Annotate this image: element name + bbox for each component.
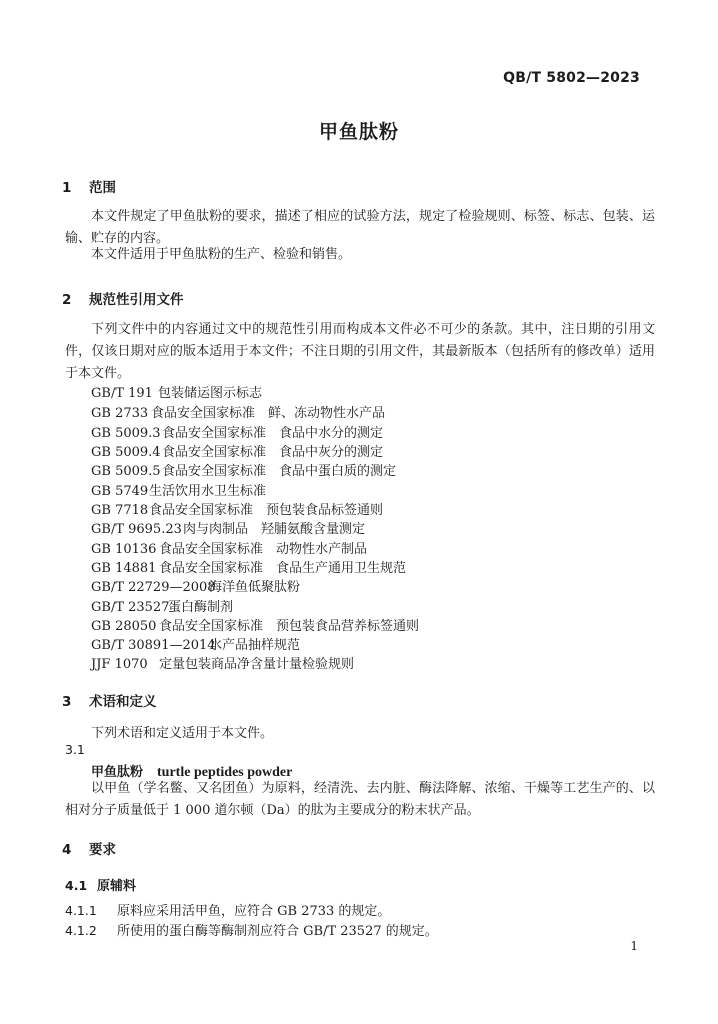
- reference-code: GB 5009.5: [91, 464, 161, 479]
- reference-title: 食品安全国家标准 预包装食品标签通则: [149, 503, 384, 518]
- reference-code: GB 28050: [91, 619, 157, 634]
- requirement-number: 4.1.1: [65, 903, 97, 918]
- requirement-text: 原料应采用活甲鱼，应符合 GB 2733 的规定。: [117, 904, 391, 919]
- reference-code: GB 14881: [91, 561, 157, 576]
- reference-title: 生活饮用水卫生标准: [149, 484, 267, 499]
- section-heading-terms: [62, 690, 157, 710]
- section-number: 1: [62, 180, 72, 196]
- reference-code: GB 5009.3: [91, 426, 161, 441]
- term-definition: 以甲鱼（学名鳖、又名团鱼）为原料，经清洗、去内脏、酶法降解、浓缩、干燥等工艺生产的、以相对分子质量低于 1 000 道尔顿（Da）的肽为主要成分的粉末状产品。: [65, 781, 655, 818]
- section-number: 2: [62, 292, 72, 308]
- reference-code: GB/T 22729—2008: [91, 580, 216, 595]
- scope-paragraph-2: 本文件适用于甲鱼肽粉的生产、检验和销售。: [91, 247, 352, 262]
- reference-code: GB 2733: [91, 406, 149, 421]
- reference-title: 食品安全国家标准 预包装食品营养标签通则: [159, 619, 420, 634]
- reference-code: GB 10136: [91, 542, 157, 557]
- reference-item: [91, 460, 396, 479]
- requirement-item: [65, 900, 390, 919]
- section-heading-requirements: [62, 838, 116, 858]
- reference-title: 食品安全国家标准 食品中蛋白质的测定: [162, 464, 397, 479]
- reference-item: [91, 441, 383, 460]
- term-english: turtle peptides powder: [157, 765, 293, 780]
- terms-intro: 下列术语和定义适用于本文件。: [91, 726, 274, 741]
- reference-code: JJF 1070: [91, 657, 148, 672]
- reference-title: 蛋白酶制剂: [168, 600, 234, 615]
- reference-item: [91, 402, 385, 421]
- section-title: 范围: [89, 180, 116, 196]
- reference-item: [91, 499, 383, 518]
- reference-item: [91, 596, 233, 615]
- section-heading-normative: [62, 288, 184, 308]
- reference-title: 包装储运图示标志: [158, 386, 263, 401]
- reference-item: [91, 518, 365, 537]
- reference-item: [91, 615, 419, 634]
- reference-item: [91, 382, 262, 401]
- reference-code: GB 7718: [91, 503, 149, 518]
- subsection-title: 原辅料: [97, 879, 137, 894]
- requirement-item: [65, 920, 438, 939]
- reference-item: [91, 538, 367, 557]
- section-title: 规范性引用文件: [89, 292, 184, 308]
- reference-code: GB/T 191: [91, 386, 153, 401]
- reference-item: [91, 480, 266, 499]
- scope-paragraph-1: 本文件规定了甲鱼肽粉的要求，描述了相应的试验方法，规定了检验规则、标签、标志、包装、运输、贮存的内容。: [65, 209, 655, 246]
- reference-title: 定量包装商品净含量计量检验规则: [159, 657, 355, 672]
- reference-title: 食品安全国家标准 鲜、冻动物性水产品: [151, 406, 386, 421]
- reference-title: 食品安全国家标准 食品中灰分的测定: [162, 445, 384, 460]
- reference-title: 海洋鱼低聚肽粉: [209, 580, 301, 595]
- reference-title: 水产品抽样规范: [209, 638, 301, 653]
- section-heading-scope: [62, 176, 116, 196]
- standard-code: QB/T 5802—2023: [503, 70, 640, 86]
- reference-code: GB/T 23527: [91, 600, 170, 615]
- reference-code: GB/T 30891—2014: [91, 638, 216, 653]
- reference-item: [91, 576, 300, 595]
- reference-title: 食品安全国家标准 食品中水分的测定: [162, 426, 384, 441]
- requirement-text: 所使用的蛋白酶等酶制剂应符合 GB/T 23527 的规定。: [117, 924, 438, 939]
- reference-title: 食品安全国家标准 食品生产通用卫生规范: [159, 561, 407, 576]
- document-title: 甲鱼肽粉: [318, 121, 399, 143]
- section-number: 4: [62, 842, 72, 858]
- requirement-number: 4.1.2: [65, 923, 97, 938]
- section-title: 要求: [89, 842, 116, 858]
- reference-title: 肉与肉制品 羟脯氨酸含量测定: [183, 522, 366, 537]
- subsection-heading-raw-materials: [65, 875, 136, 894]
- term-chinese: 甲鱼肽粉: [91, 765, 144, 780]
- section-number: 3: [62, 694, 72, 710]
- reference-item: [91, 557, 406, 576]
- normative-intro: 下列文件中的内容通过文中的规范性引用而构成本文件必不可少的条款。其中，注日期的引用文件，仅该日期对应的版本适用于本文件；不注日期的引用文件，其最新版本（包括所有的修改单）适用于本文件。: [65, 322, 655, 381]
- reference-title: 食品安全国家标准 动物性水产制品: [159, 542, 368, 557]
- reference-code: GB 5009.4: [91, 445, 161, 460]
- term-number: 3.1: [65, 742, 85, 757]
- section-title: 术语和定义: [89, 694, 157, 710]
- reference-item: [91, 422, 383, 441]
- page-number: 1: [630, 939, 638, 953]
- reference-item: [91, 634, 300, 653]
- subsection-number: 4.1: [65, 878, 88, 893]
- reference-code: GB 5749: [91, 484, 149, 499]
- reference-code: GB/T 9695.23: [91, 522, 182, 537]
- reference-item: [91, 653, 354, 672]
